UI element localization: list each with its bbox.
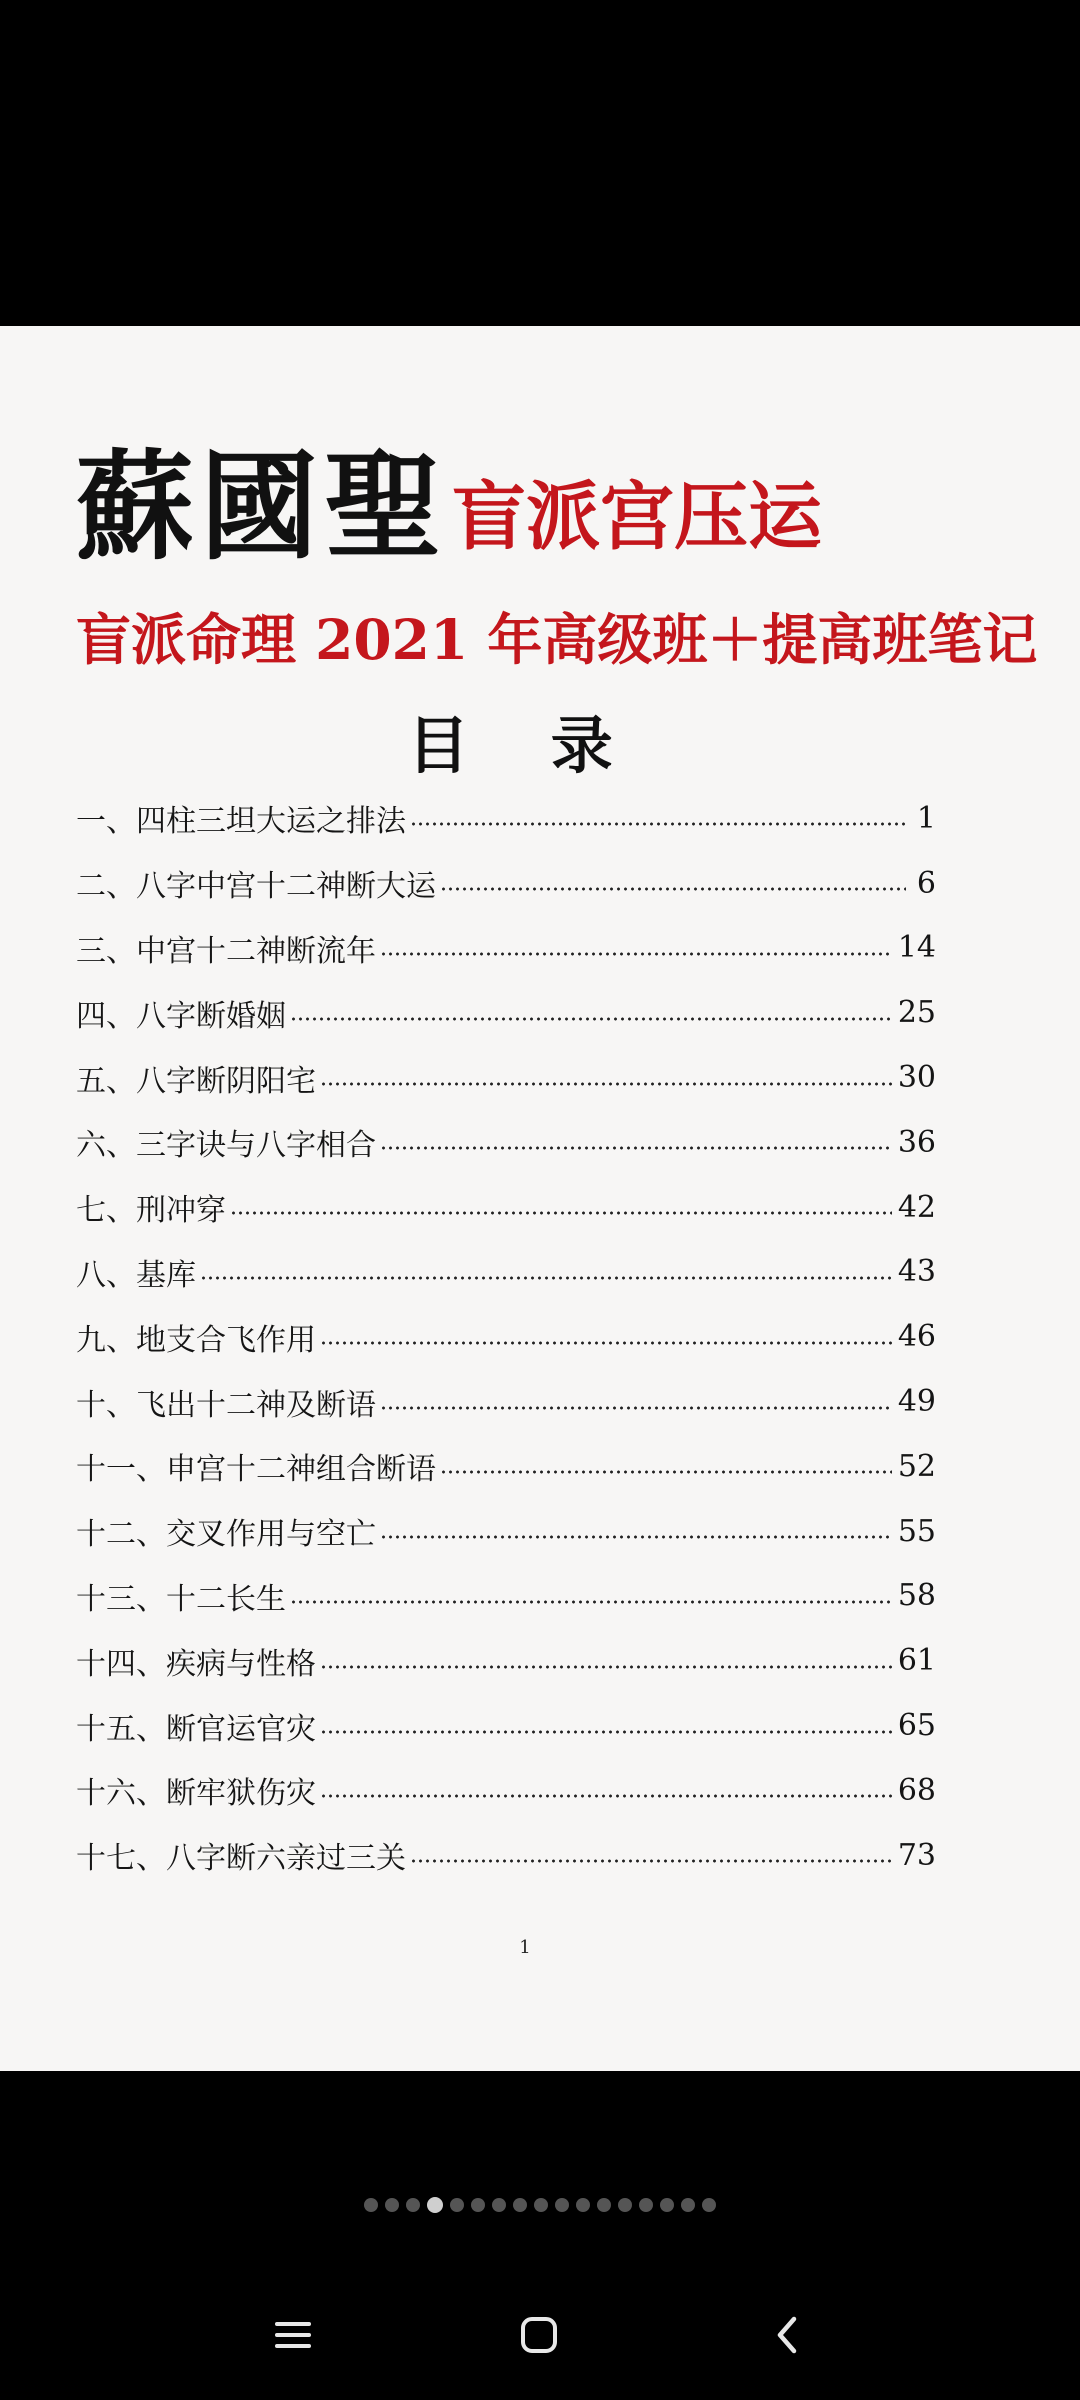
toc-leader-dots xyxy=(440,887,906,891)
page-dot xyxy=(660,2198,674,2212)
toc-entry xyxy=(76,1693,936,1758)
page-dot xyxy=(406,2198,420,2212)
toc-entry xyxy=(76,1110,936,1175)
toc-entry-page: 46 xyxy=(897,1319,936,1355)
toc-entry xyxy=(76,1304,936,1369)
page-dot xyxy=(513,2198,527,2212)
toc-leader-dots xyxy=(320,1794,892,1798)
page-dot xyxy=(450,2198,464,2212)
title-row xyxy=(76,416,823,576)
author-name: 蘇國聖 xyxy=(76,437,449,576)
toc-entry-label: 一、四柱三坦大运之排法 xyxy=(76,804,406,840)
toc-entry-page: 58 xyxy=(897,1578,936,1614)
toc-entry-label: 十三、十二长生 xyxy=(76,1581,286,1617)
toc-leader-dots xyxy=(380,1146,892,1150)
toc-entry-page: 52 xyxy=(897,1448,936,1484)
document-page[interactable] xyxy=(0,326,1080,2071)
toc-leader-dots xyxy=(320,1082,892,1086)
toc-entry-label: 五、八字断阴阳宅 xyxy=(76,1063,316,1099)
toc-entry xyxy=(76,1369,936,1434)
toc-entry-page: 68 xyxy=(897,1772,936,1808)
book-title: 盲派宫压运 xyxy=(452,474,823,560)
toc-entry-label: 八、基库 xyxy=(76,1257,196,1293)
toc-entry xyxy=(76,1240,936,1305)
toc-entry-label: 十二、交叉作用与空亡 xyxy=(76,1517,376,1553)
toc-entry-page: 42 xyxy=(897,1189,936,1225)
page-dot xyxy=(534,2198,548,2212)
toc-entry-label: 三、中宫十二神断流年 xyxy=(76,933,376,969)
toc-entry xyxy=(76,1758,936,1823)
page-indicator xyxy=(0,2198,1080,2213)
home-button[interactable] xyxy=(494,2300,584,2370)
page-dot xyxy=(639,2198,653,2212)
toc-leader-dots xyxy=(410,1859,892,1863)
toc-entry-page: 14 xyxy=(897,930,936,966)
toc-entry-page: 1 xyxy=(916,800,936,836)
toc-entry-page: 49 xyxy=(897,1384,936,1420)
toc-entry-label: 七、刑冲穿 xyxy=(76,1193,226,1229)
toc-entry xyxy=(76,1175,936,1240)
toc-entry-page: 25 xyxy=(897,995,936,1031)
toc-entry xyxy=(76,1045,936,1110)
toc-leader-dots xyxy=(320,1665,892,1669)
toc-leader-dots xyxy=(290,1017,892,1021)
navigation-bar xyxy=(0,2290,1080,2380)
page-dot xyxy=(471,2198,485,2212)
toc-leader-dots xyxy=(380,952,892,956)
toc-entry-page: 61 xyxy=(897,1643,936,1679)
toc-entry-page: 43 xyxy=(897,1254,936,1290)
toc-entry-label: 六、三字诀与八字相合 xyxy=(76,1128,376,1164)
toc-leader-dots xyxy=(200,1276,892,1280)
toc-entry-label: 十五、断官运官灾 xyxy=(76,1711,316,1747)
toc-leader-dots xyxy=(320,1341,892,1345)
toc-entry-label: 二、八字中宫十二神断大运 xyxy=(76,869,436,905)
toc-entry xyxy=(76,1434,936,1499)
toc-leader-dots xyxy=(320,1730,892,1734)
page-dot xyxy=(618,2198,632,2212)
page-dot-active xyxy=(427,2197,443,2213)
subtitle: 盲派命理 2021 年高级班＋提高班笔记 xyxy=(76,607,1038,672)
toc-leader-dots xyxy=(290,1600,892,1604)
toc-entry xyxy=(76,916,936,981)
toc-entry-label: 十七、八字断六亲过三关 xyxy=(76,1841,406,1877)
toc-entry xyxy=(76,1823,936,1888)
toc-leader-dots xyxy=(410,822,906,826)
toc-leader-dots xyxy=(380,1535,892,1539)
toc-entry xyxy=(76,1628,936,1693)
toc-entry-label: 十四、疾病与性格 xyxy=(76,1646,316,1682)
toc-entry-page: 36 xyxy=(897,1124,936,1160)
toc-entry-label: 十、飞出十二神及断语 xyxy=(76,1387,376,1423)
toc-heading: 目 录 xyxy=(407,709,643,782)
toc-entry-label: 十一、申宫十二神组合断语 xyxy=(76,1452,436,1488)
toc-entry xyxy=(76,1564,936,1629)
toc-entry xyxy=(76,1499,936,1564)
toc-entry-page: 55 xyxy=(897,1513,936,1549)
toc-entry-label: 九、地支合飞作用 xyxy=(76,1322,316,1358)
page-dot xyxy=(364,2198,378,2212)
page-dot xyxy=(385,2198,399,2212)
page-dot xyxy=(702,2198,716,2212)
toc-leader-dots xyxy=(440,1470,892,1474)
page-dot xyxy=(555,2198,569,2212)
page-dot xyxy=(597,2198,611,2212)
toc-entry-page: 73 xyxy=(897,1837,936,1873)
toc-entry xyxy=(76,980,936,1045)
toc-entry-label: 四、八字断婚姻 xyxy=(76,998,286,1034)
toc-leader-dots xyxy=(380,1406,892,1410)
table-of-contents xyxy=(76,786,936,1888)
toc-entry xyxy=(76,786,936,851)
back-button[interactable] xyxy=(742,2300,832,2370)
toc-entry xyxy=(76,851,936,916)
toc-entry-page: 6 xyxy=(916,865,936,901)
menu-lines-icon xyxy=(273,2319,313,2351)
recents-button[interactable] xyxy=(248,2300,338,2370)
toc-entry-page: 30 xyxy=(897,1060,936,1096)
page-dot xyxy=(576,2198,590,2212)
page-dot xyxy=(492,2198,506,2212)
rounded-square-icon xyxy=(519,2315,559,2355)
toc-entry-page: 65 xyxy=(897,1708,936,1744)
chevron-left-icon xyxy=(772,2315,802,2355)
toc-leader-dots xyxy=(230,1211,892,1215)
toc-entry-label: 十六、断牢狱伤灾 xyxy=(76,1776,316,1812)
page-number: 1 xyxy=(519,1937,531,1958)
page-dot xyxy=(681,2198,695,2212)
